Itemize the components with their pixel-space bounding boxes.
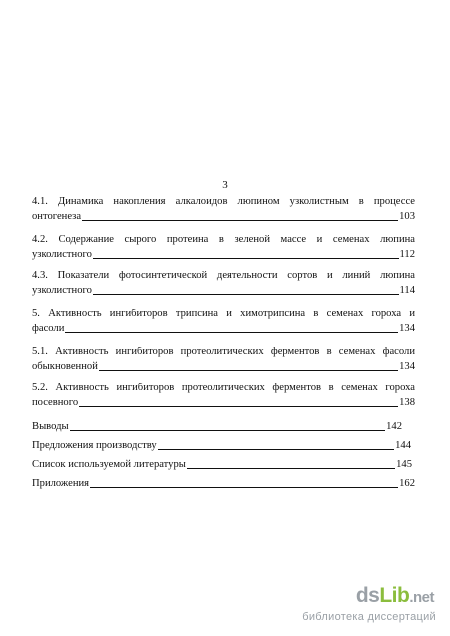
toc-entry-proposals[interactable] (32, 439, 411, 452)
toc-entry-text: фасоли (32, 323, 65, 335)
toc-entry-last-line (32, 360, 415, 373)
toc-entry-text: онтогенеза (32, 211, 82, 223)
logo-lib: Lib (379, 584, 410, 607)
toc-leader-line (65, 332, 398, 333)
toc-entry-text: 5. Активность ингибиторов трипсина и химотрипсина в семенах гороха и (32, 309, 415, 319)
toc-entry-references[interactable] (32, 458, 412, 471)
toc-page-number: 134 (399, 361, 415, 373)
toc-entry-4-1[interactable] (32, 197, 415, 223)
toc-entry-text: 4.2. Содержание сырого протеина в зеленой массе и семенах люпина (32, 235, 415, 245)
dslib-logo (356, 584, 434, 608)
dslib-watermark[interactable] (302, 584, 440, 628)
watermark-subtitle: библиотека диссертаций (302, 611, 436, 623)
toc-entry-conclusions[interactable] (32, 420, 402, 433)
toc-leader-line (82, 220, 398, 221)
toc-entry-text: посевного (32, 397, 79, 409)
toc-entry-last-line (32, 439, 411, 452)
toc-page-number: 112 (399, 249, 415, 261)
toc-page-number: 142 (386, 421, 402, 433)
toc-entry-text: Приложения (32, 478, 90, 490)
toc-entry-text: 5.1. Активность ингибиторов протеолитических ферментов в семенах фасоли (32, 347, 415, 357)
toc-leader-line (93, 258, 399, 259)
toc-entry-text: Предложения производству (32, 440, 157, 452)
toc-entry-text: 4.3. Показатели фотосинтетической деятельности сортов и линий люпина (32, 271, 415, 281)
toc-entry-last-line (32, 248, 415, 261)
toc-leader-line (79, 406, 398, 407)
toc-page-number: 138 (399, 397, 415, 409)
toc-entry-last-line (32, 477, 415, 490)
toc-entry-text: Выводы (32, 421, 69, 433)
toc-entry-text: 5.2. Активность ингибиторов протеолитических ферментов в семенах гороха (32, 383, 415, 393)
toc-entry-5-1[interactable] (32, 347, 415, 373)
toc-leader-line (158, 449, 394, 450)
toc-entry-last-line (32, 284, 415, 297)
logo-ds: ds (355, 584, 380, 607)
toc-entry-4-3[interactable] (32, 271, 415, 297)
toc-entry-last-line (32, 210, 415, 223)
toc-entry-text: узколистного (32, 285, 92, 297)
toc-page-number: 145 (396, 459, 412, 471)
page-number: 3 (222, 179, 228, 191)
toc-entry-appendices[interactable] (32, 477, 415, 490)
toc-entry-last-line (32, 322, 415, 335)
toc-page-number: 162 (399, 478, 415, 490)
logo-net: .net (409, 589, 434, 606)
toc-page-number: 114 (399, 285, 415, 297)
toc-entry-last-line (32, 396, 415, 409)
toc-leader-line (187, 468, 395, 469)
toc-entry-last-line (32, 458, 412, 471)
toc-page-number: 103 (399, 211, 415, 223)
toc-entry-4-2[interactable] (32, 235, 415, 261)
toc-entry-5[interactable] (32, 309, 415, 335)
toc-entry-text: обыкновенной (32, 361, 98, 373)
toc-entry-5-2[interactable] (32, 383, 415, 409)
toc-page-number: 134 (399, 323, 415, 335)
toc-leader-line (93, 294, 399, 295)
toc-entry-last-line (32, 420, 402, 433)
toc-entry-text: 4.1. Динамика накопления алкалоидов люпином узколистным в процессе (32, 197, 415, 207)
toc-entry-text: узколистного (32, 249, 92, 261)
toc-entry-text: Список используемой литературы (32, 459, 186, 471)
toc-leader-line (90, 487, 398, 488)
toc-leader-line (99, 370, 398, 371)
toc-page-number: 144 (395, 440, 411, 452)
toc-leader-line (70, 430, 385, 431)
